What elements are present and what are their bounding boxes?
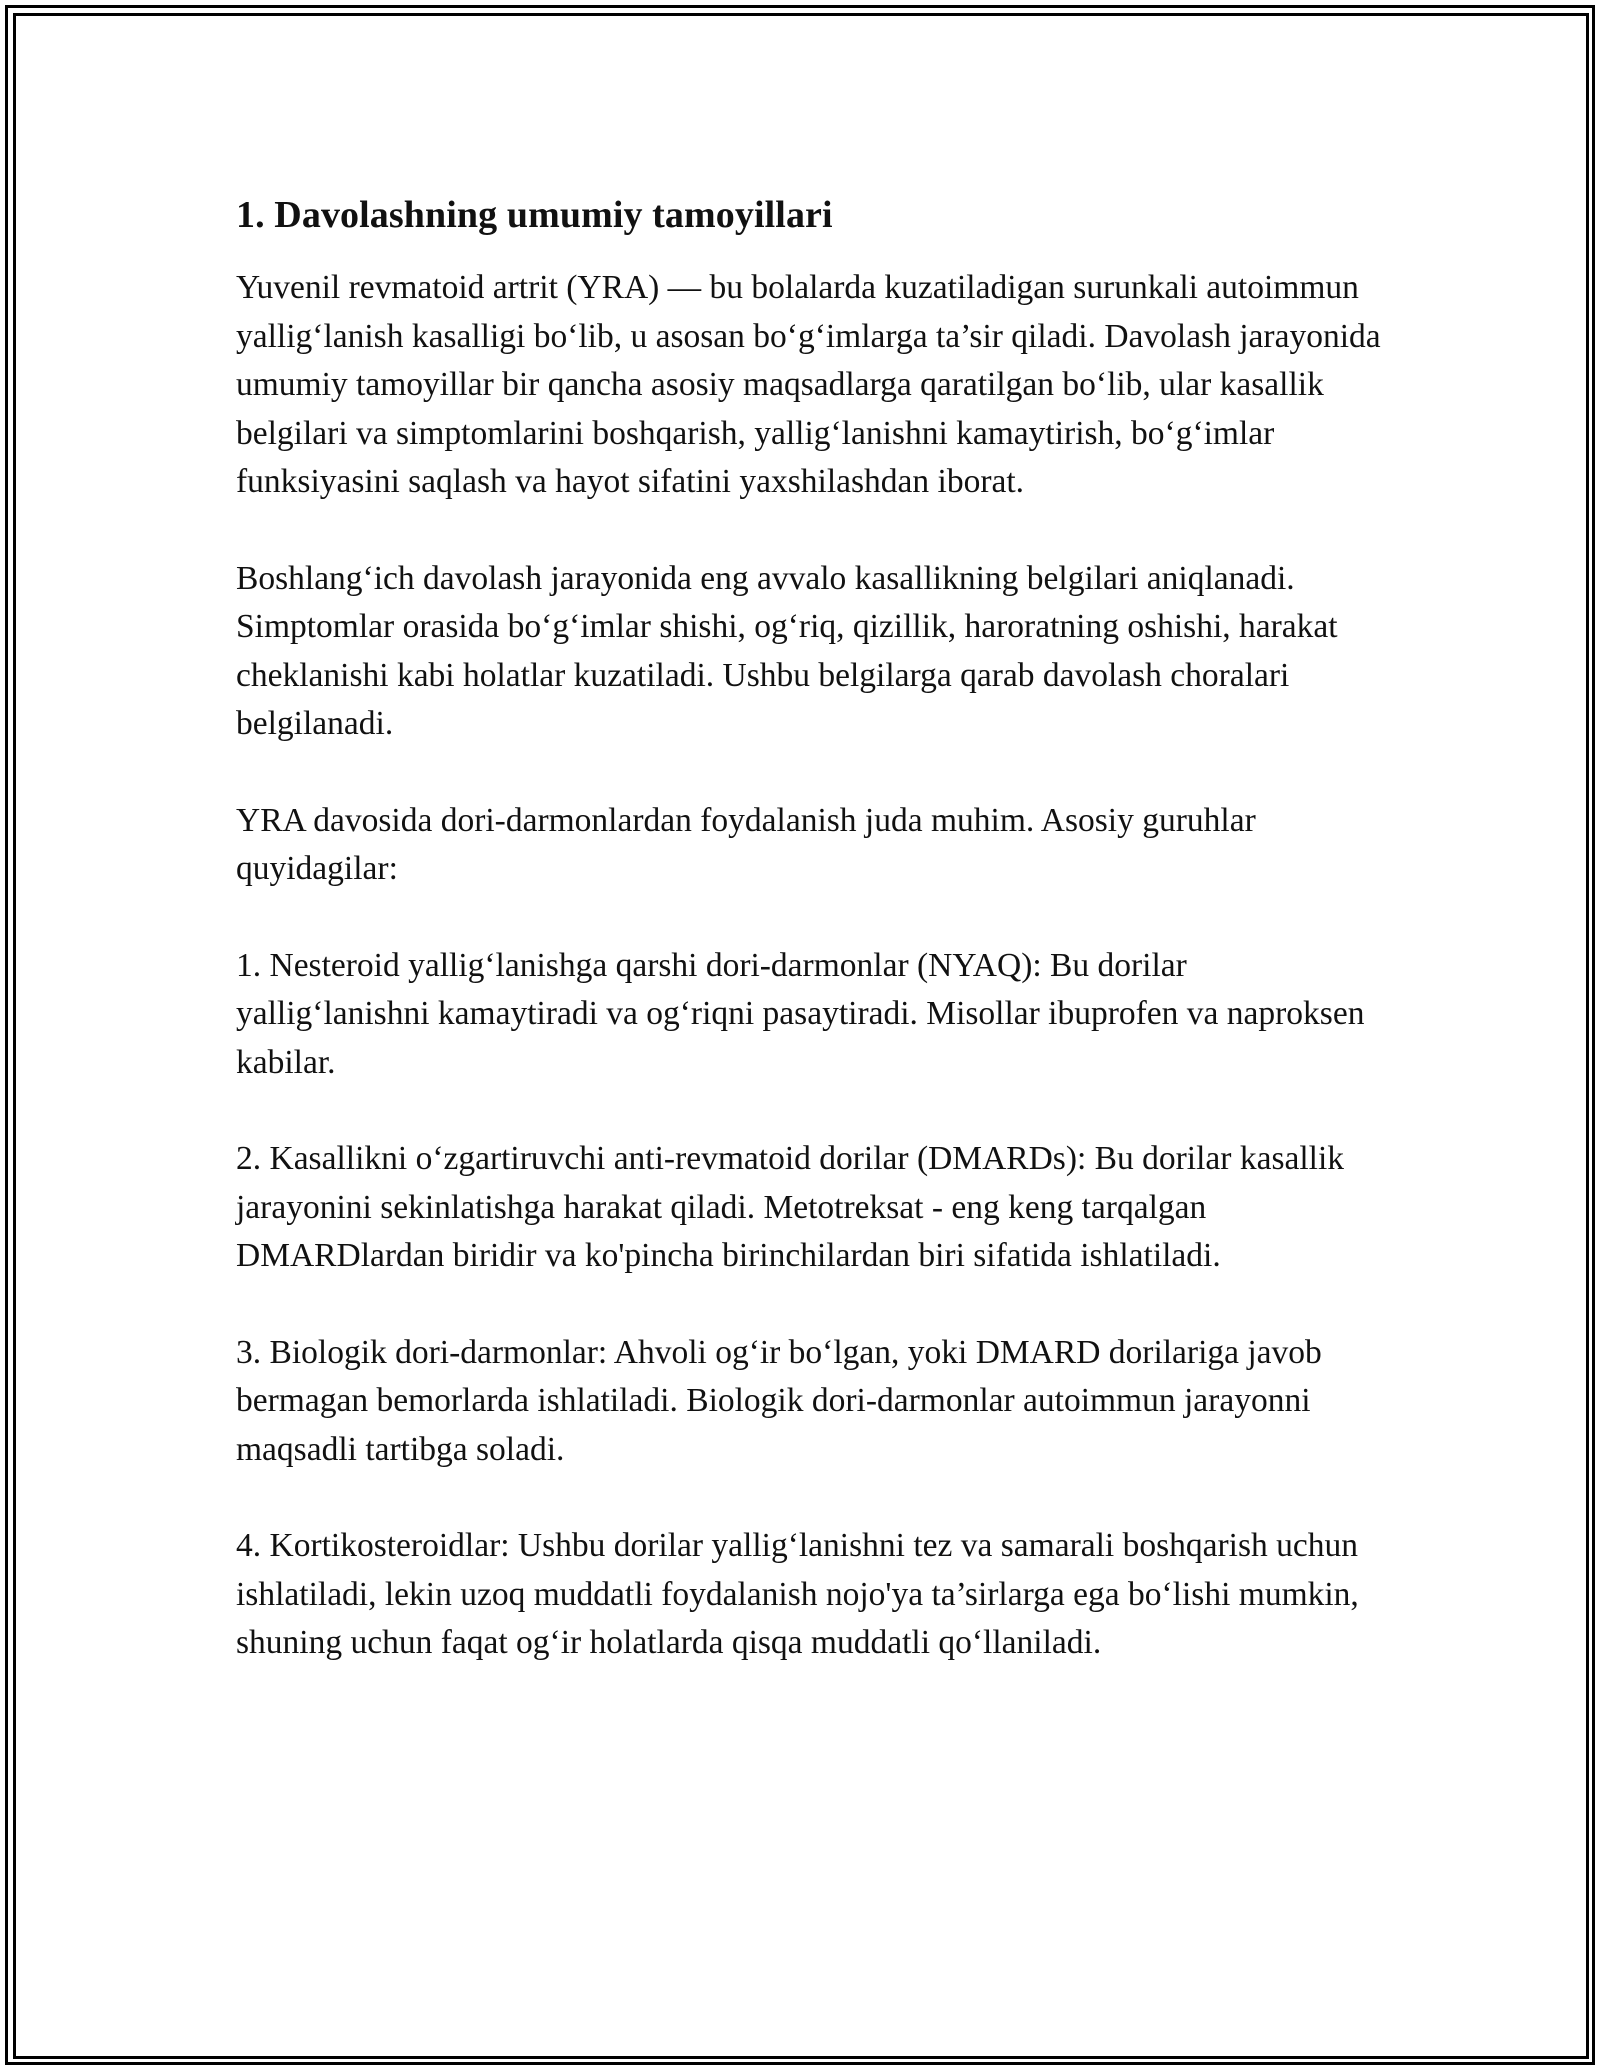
paragraph-drug-groups: YRA davosida dori-darmonlardan foydalanish juda muhim. Asosiy guruhlar quyidagilar: xyxy=(236,801,1256,887)
list-item-dmards: 2. Kasallikni o‘zgartiruvchi anti-revmatoid dorilar (DMARDs): Bu dorilar kasallik jarayonini sekinlatishga harakat qiladi. Metotreksat - eng keng tarqalgan DMARDlardan biridir va ko'pincha birinchilardan biri sifatida ishlatiladi. xyxy=(236,1140,1345,1274)
list-item-corticosteroids: 4. Kortikosteroidlar: Ushbu dorilar yallig‘lanishni tez va samarali boshqarish uchun ishlatiladi, lekin uzoq muddatli foydalanish nojo'ya ta’sirlarga ega bo‘lishi mumkin, shuning uchun faqat og‘ir holatlarda qisqa muddatli qo‘llaniladi. xyxy=(236,1527,1359,1661)
paragraph-initial-treatment: Boshlang‘ich davolash jarayonida eng avvalo kasallikning belgilari aniqlanadi. Simptomlar orasida bo‘g‘imlar shishi, og‘riq, qizillik, haroratning oshishi, harakat cheklanishi kabi holatlar kuzatiladi. Ushbu belgilarga qarab davolash choralari belgilanadi. xyxy=(236,559,1338,742)
section-heading: 1. Davolashning umumiy tamoyillari xyxy=(236,194,833,236)
list-item-nsaid: 1. Nesteroid yallig‘lanishga qarshi dori-darmonlar (NYAQ): Bu dorilar yallig‘lanishni kamaytiradi va og‘riqni pasaytiradi. Misollar ibuprofen va naproksen kabilar. xyxy=(236,946,1365,1081)
document-body xyxy=(236,188,1386,1716)
list-item-biologics: 3. Biologik dori-darmonlar: Ahvoli og‘ir bo‘lgan, yoki DMARD dorilariga javob bermagan bemorlarda ishlatiladi. Biologik dori-darmonlar autoimmun jarayonni maqsadli tartibga soladi. xyxy=(236,1333,1322,1468)
paragraph-intro: Yuvenil revmatoid artrit (YRA) — bu bolalarda kuzatiladigan surunkali autoimmun yallig‘lanish kasalligi bo‘lib, u asosan bo‘g‘imlarga ta’sir qiladi. Davolash jarayonida umumiy tamoyillar bir qancha asosiy maqsadlarga qaratilgan bo‘lib, ular kasallik belgilari va simptomlarini boshqarish, yallig‘lanishni kamaytirish, bo‘g‘imlar funksiyasini saqlash va hayot sifatini yaxshilashdan iborat. xyxy=(236,269,1381,500)
